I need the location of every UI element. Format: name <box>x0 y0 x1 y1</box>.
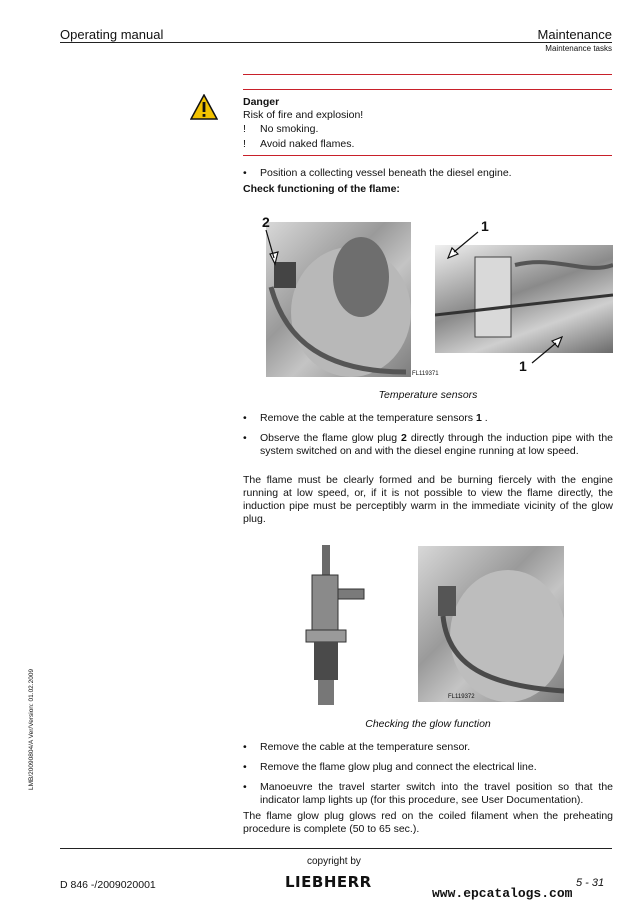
callout-label: 1 <box>481 218 489 234</box>
watermark: www.epcatalogs.com <box>432 886 573 901</box>
danger-title: Danger <box>243 96 280 108</box>
arrow-up-right-icon <box>530 335 566 370</box>
step-text: Remove the cable at the temperature sensors 1 . <box>260 412 488 424</box>
step-text: Position a collecting vessel beneath the diesel engine. <box>260 167 512 179</box>
danger-item <box>243 138 613 151</box>
engine-glow-photo <box>418 546 564 702</box>
paragraph: The flame must be clearly formed and be burning fiercely with the engine running at low speed, or, if it is not possible to view the flame directly, the induction pipe must be perceptibly warm in the immediate vicinity of the glow plug. <box>243 474 613 525</box>
liebherr-logo: LIEBHERR <box>285 873 372 891</box>
danger-top-rule <box>243 74 612 75</box>
arrow-down-left-icon <box>444 230 480 265</box>
danger-item-mark: ! <box>243 138 246 150</box>
instruction-step <box>243 741 613 754</box>
danger-item-text: Avoid naked flames. <box>260 138 355 150</box>
engine-photo-left <box>266 222 411 377</box>
figure-caption: Checking the glow function <box>365 718 491 730</box>
bullet-mark: • <box>243 167 247 179</box>
header-divider <box>60 42 612 43</box>
version-note: LMB/20090804/A Ver/Version: 01.02.2009 <box>28 668 35 790</box>
bullet-mark: • <box>243 412 247 424</box>
step-text: Remove the flame glow plug and connect the electrical line. <box>260 761 537 773</box>
bullet-mark: • <box>243 741 247 753</box>
paragraph: The flame glow plug glows red on the coiled filament when the preheating procedure is complete (50 to 65 sec.). <box>243 810 613 835</box>
warning-triangle-icon <box>190 94 218 120</box>
check-heading: Check functioning of the flame: <box>243 183 400 195</box>
arrow-down-icon <box>262 230 282 271</box>
footer-divider <box>60 848 612 849</box>
figure-reference: FL119372 <box>448 694 475 700</box>
glow-plug-photo <box>296 545 368 705</box>
instruction-step <box>243 761 613 774</box>
callout-label: 1 <box>519 358 527 374</box>
danger-text: Risk of fire and explosion! <box>243 109 364 121</box>
danger-item <box>243 123 613 136</box>
bullet-mark: • <box>243 781 247 793</box>
instruction-step <box>243 432 613 458</box>
step-text: Remove the cable at the temperature sensor. <box>260 741 471 753</box>
callout-label: 2 <box>262 214 270 230</box>
figure-caption: Temperature sensors <box>378 389 478 401</box>
instruction-step <box>243 167 613 180</box>
step-text: Observe the flame glow plug 2 directly through the induction pipe with the system switched on and with the diesel engine running at low speed. <box>260 432 613 457</box>
danger-rule-2 <box>243 89 612 90</box>
page-number: 5 - 31 <box>576 877 605 889</box>
bullet-mark: • <box>243 432 247 444</box>
danger-bottom-rule <box>243 155 612 156</box>
section-title: Maintenance <box>537 27 612 42</box>
danger-item-mark: ! <box>243 123 246 135</box>
figure-reference: FL119371 <box>412 371 439 377</box>
instruction-step <box>243 412 613 425</box>
section-subtitle: Maintenance tasks <box>545 44 612 53</box>
document-title: Operating manual <box>60 27 164 42</box>
danger-item-text: No smoking. <box>260 123 319 135</box>
step-text: Manoeuvre the travel starter switch into the travel position so that the indicator lamp lights up (for this procedure, see User Documentation). <box>260 781 613 806</box>
bullet-mark: • <box>243 761 247 773</box>
instruction-step <box>243 781 613 807</box>
document-id: D 846 -/2009020001 <box>60 879 156 891</box>
copyright-text: copyright by <box>307 856 361 867</box>
